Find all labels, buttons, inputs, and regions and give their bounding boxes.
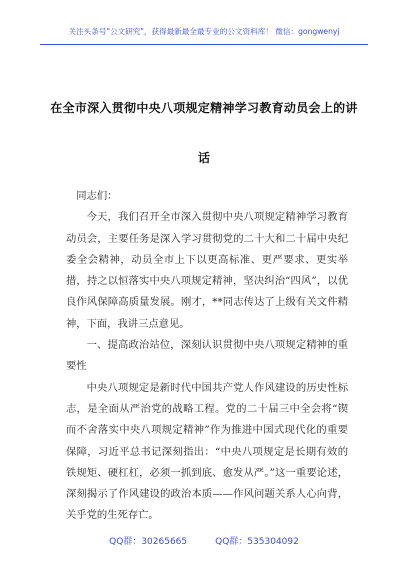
header-divider: [40, 44, 368, 45]
document-title: 在全市深入贯彻中央八项规定精神学习教育动员会上的讲: [50, 101, 358, 115]
header-banner: 关注头条号"公文研究"，获得最新最全最专业的公文资料库！ 微信：gongwenyj: [68, 27, 340, 36]
footer-qq-group-1: QQ群：30265665: [109, 537, 188, 547]
paragraph-intro: 今天，我们召开全市深入贯彻中央八项规定精神学习教育动员会，主要任务是深入学习贯彻党的二十大和二十届中央纪委全会精神，动员全市上下以更高标准、更严要求、更实举措，持之以恒落实中央八项规定精神，坚决纠治“四风”，以优良作风保障高质量发展。刚才，**同志传达了上级有关文件精神，下面，我讲三点意见。: [66, 211, 348, 330]
footer-qq-group-2: QQ群：535304092: [215, 537, 299, 547]
footer-contact: [0, 534, 408, 547]
document-title-continued: 话: [197, 151, 210, 165]
paragraph-section-1: 中央八项规定是新时代中国共产党人作风建设的历史性标志，是全面从严治党的战略工程。党的二十届三中全会将“锲而不舍落实中央八项规定精神”作为推进中国式现代化的重要保障，习近平总书记深刻指出：“中央八项规定是长期有效的铁规矩、硬杠杠，必须一抓到底、愈发从严。”这一重要论述，深刻揭示了作风建设的政治本质——作风问题关系人心向背，关乎党的生死存亡。: [66, 381, 348, 522]
salutation: 同志们：: [76, 190, 118, 202]
section-heading-1: 一、提高政治站位，深刻认识贯彻中央八项规定精神的重要性: [66, 339, 348, 373]
document-body: [66, 186, 348, 527]
